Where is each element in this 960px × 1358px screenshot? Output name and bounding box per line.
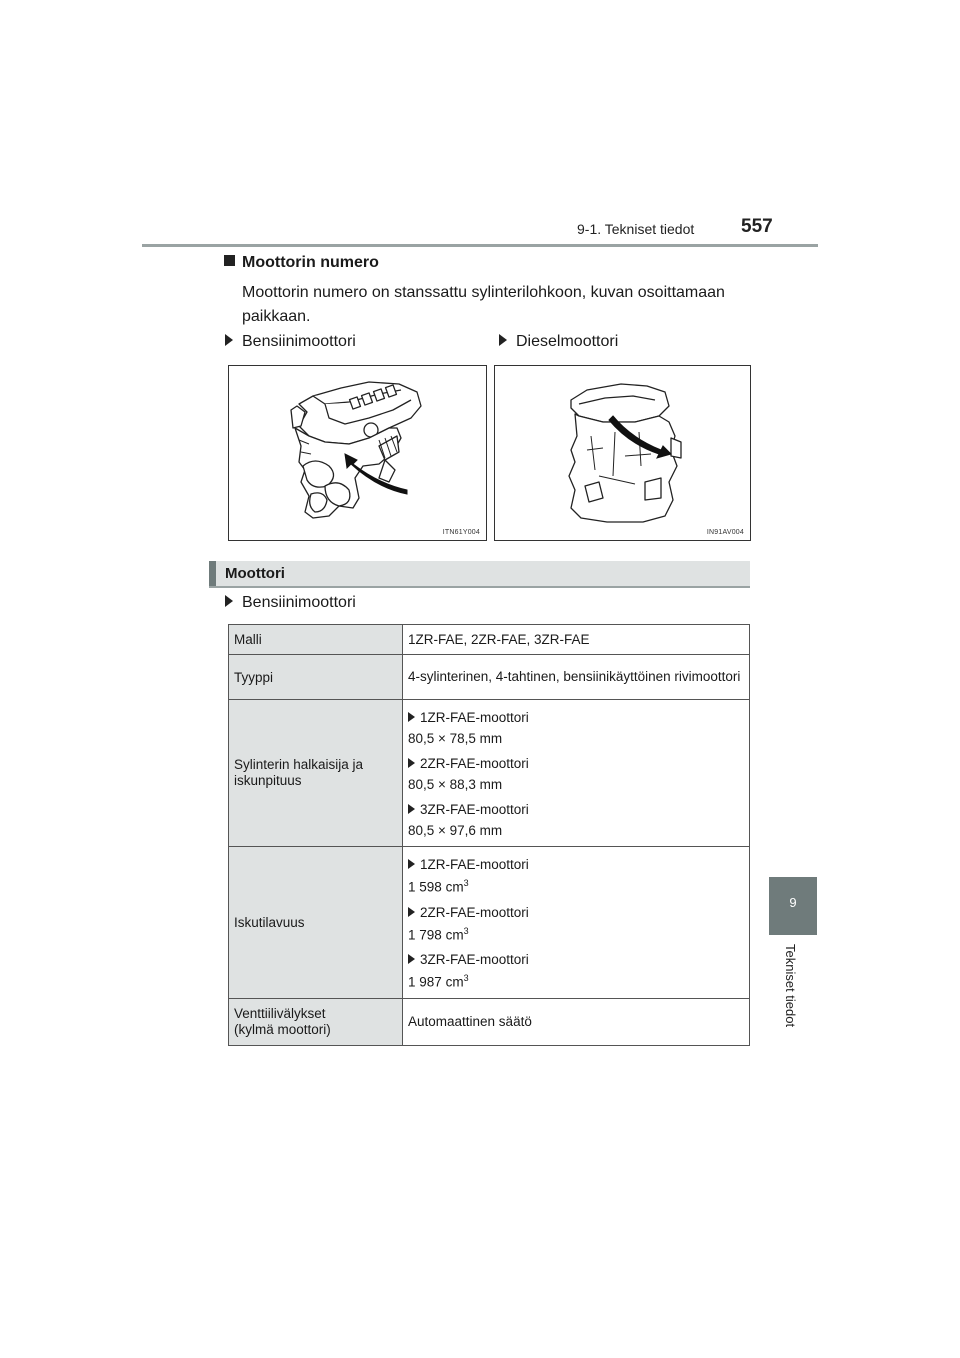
table-key-cell: Iskutilavuus bbox=[229, 847, 403, 999]
table-row bbox=[229, 847, 750, 999]
table-key-cell: Tyyppi bbox=[229, 655, 403, 700]
petrol-figure-label bbox=[225, 333, 356, 351]
engine-variant-name: 1ZR-FAE-moottori bbox=[420, 857, 529, 872]
petrol-figure-label-text: Bensiinimoottori bbox=[242, 333, 356, 350]
engine-variant-label bbox=[408, 952, 744, 967]
diesel-figure-label-text: Dieselmoottori bbox=[516, 333, 619, 350]
engine-variant-name: 3ZR-FAE-moottori bbox=[420, 802, 529, 817]
table-value-cell: Automaattinen säätö bbox=[403, 998, 750, 1045]
table-key-cell bbox=[229, 998, 403, 1045]
triangle-bullet-icon bbox=[225, 595, 233, 607]
table-row bbox=[229, 998, 750, 1045]
engine-number-heading bbox=[224, 254, 379, 272]
triangle-bullet-icon bbox=[408, 712, 415, 722]
valve-clearance-key-line: Venttiilivälykset bbox=[234, 1005, 326, 1021]
displacement-unit: cm bbox=[445, 974, 464, 990]
engine-variant-label bbox=[408, 710, 744, 725]
displacement-value bbox=[408, 973, 744, 990]
bore-stroke-value: 80,5 × 78,5 mm bbox=[408, 731, 503, 746]
valve-clearance-key-line: (kylmä moottori) bbox=[234, 1021, 331, 1037]
table-key-cell: Malli bbox=[229, 625, 403, 655]
engine-section-title: Moottori bbox=[225, 565, 285, 582]
chapter-tab-label bbox=[783, 944, 805, 1044]
engine-variant-label bbox=[408, 857, 744, 872]
square-bullet-icon bbox=[224, 255, 235, 266]
engine-section-header bbox=[209, 561, 750, 588]
table-value-cell bbox=[403, 847, 750, 999]
petrol-spec-label-text: Bensiinimoottori bbox=[242, 594, 356, 611]
triangle-bullet-icon bbox=[499, 334, 507, 346]
triangle-bullet-icon bbox=[225, 334, 233, 346]
displacement-number: 1 987 bbox=[408, 974, 442, 990]
table-row bbox=[229, 655, 750, 700]
engine-variant-label bbox=[408, 905, 744, 920]
header-divider bbox=[142, 244, 818, 247]
displacement-number: 1 798 bbox=[408, 927, 442, 942]
engine-variant-name: 2ZR-FAE-moottori bbox=[420, 756, 529, 771]
engine-spec-table bbox=[228, 624, 750, 1046]
triangle-bullet-icon bbox=[408, 954, 415, 964]
unit-exponent: 3 bbox=[463, 878, 469, 888]
table-value-cell: 1ZR-FAE, 2ZR-FAE, 3ZR-FAE bbox=[403, 625, 750, 655]
displacement-number: 1 598 bbox=[408, 879, 442, 895]
diesel-engine-illustration bbox=[495, 366, 750, 540]
bore-stroke-value: 80,5 × 88,3 mm bbox=[408, 777, 503, 792]
triangle-bullet-icon bbox=[408, 804, 415, 814]
displacement-unit: cm bbox=[445, 879, 464, 895]
diesel-figure-label bbox=[499, 333, 618, 351]
bore-stroke-value: 80,5 × 97,6 mm bbox=[408, 823, 503, 838]
diesel-engine-figure bbox=[494, 365, 751, 541]
page-number: 557 bbox=[741, 216, 773, 237]
petrol-spec-label bbox=[225, 594, 356, 612]
engine-variant-name: 1ZR-FAE-moottori bbox=[420, 710, 529, 725]
engine-variant-name: 2ZR-FAE-moottori bbox=[420, 904, 529, 920]
petrol-figure-code: ITN61Y004 bbox=[442, 529, 480, 536]
engine-number-heading-text: Moottorin numero bbox=[242, 254, 379, 271]
unit-exponent: 3 bbox=[463, 973, 469, 983]
section-title: 9-1. Tekniset tiedot bbox=[577, 221, 695, 237]
engine-variant-label bbox=[408, 756, 744, 771]
chapter-tab[interactable]: 9 bbox=[769, 877, 817, 935]
chapter-tab-label-text: Tekniset tiedot bbox=[783, 944, 798, 1028]
petrol-engine-figure bbox=[228, 365, 487, 541]
unit-exponent: 3 bbox=[463, 925, 469, 936]
diesel-figure-code: IN91AV004 bbox=[706, 529, 744, 536]
engine-number-description: Moottorin numero on stanssattu sylinterilohkoon, kuvan osoittamaan paikkaan. bbox=[242, 284, 725, 325]
engine-variant-name: 3ZR-FAE-moottori bbox=[420, 952, 529, 967]
triangle-bullet-icon bbox=[408, 758, 415, 768]
displacement-unit: cm bbox=[445, 927, 464, 942]
displacement-value bbox=[408, 878, 744, 895]
triangle-bullet-icon bbox=[408, 907, 415, 917]
table-row bbox=[229, 625, 750, 655]
petrol-engine-illustration bbox=[229, 366, 486, 540]
engine-variant-label bbox=[408, 802, 744, 817]
table-row bbox=[229, 700, 750, 847]
triangle-bullet-icon bbox=[408, 859, 415, 869]
section-accent-bar bbox=[209, 561, 216, 586]
table-key-cell: Sylinterin halkaisija ja iskunpituus bbox=[229, 700, 403, 847]
table-value-cell: 4-sylinterinen, 4-tahtinen, bensiinikäyttöinen rivimoottori bbox=[403, 655, 750, 700]
displacement-value bbox=[408, 926, 744, 943]
table-value-cell bbox=[403, 700, 750, 847]
